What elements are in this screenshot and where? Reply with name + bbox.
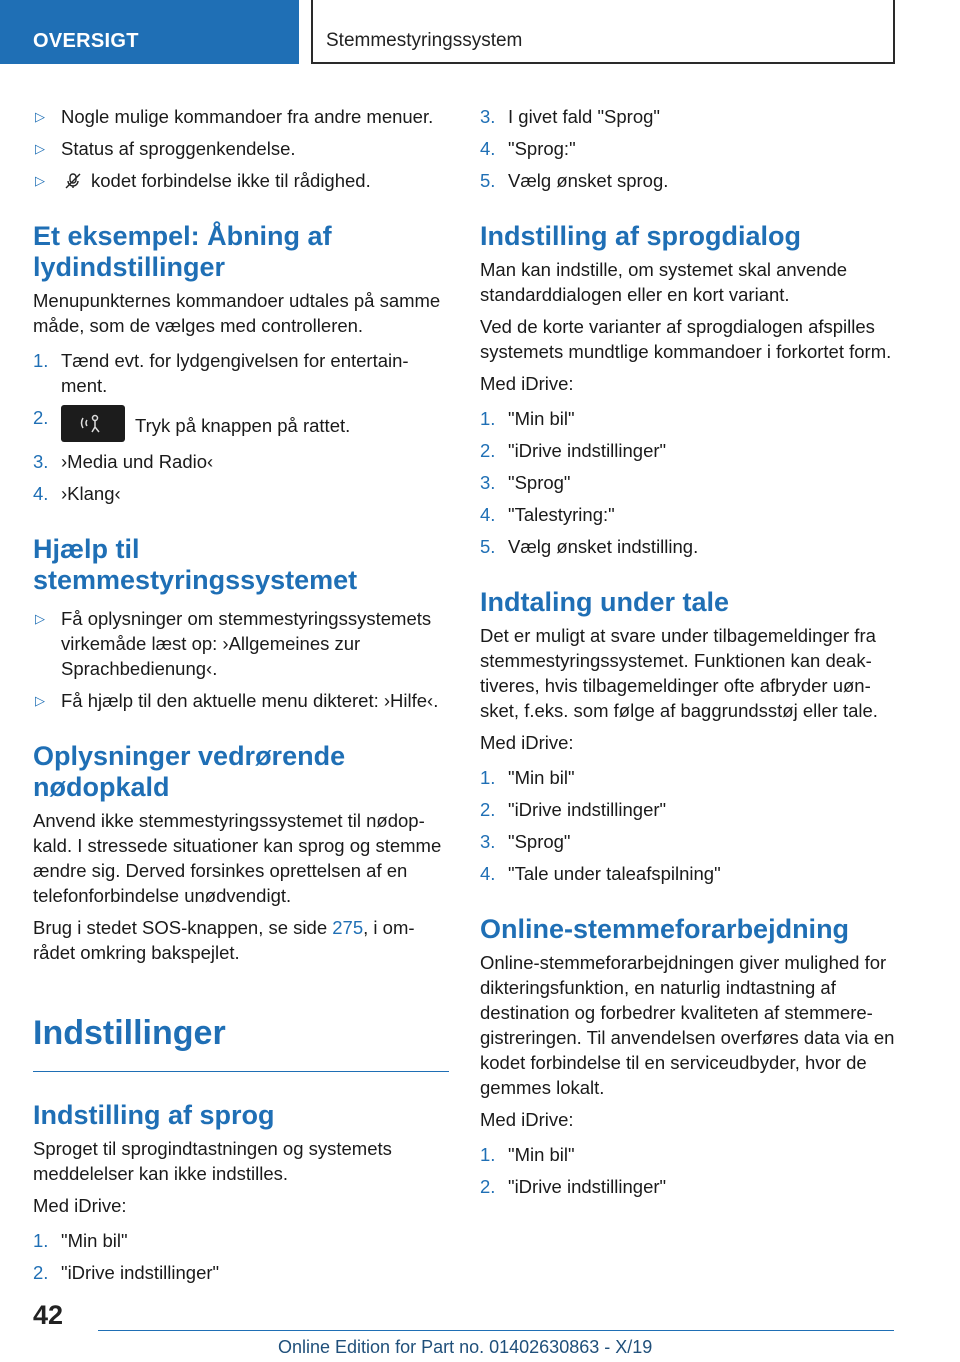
- bullet-triangle-icon: ▷: [35, 693, 45, 708]
- left-column: [33, 104, 449, 1292]
- section-heading: Et eksempel: Åbning af lydindstillinger: [33, 221, 332, 282]
- section-heading: Oplysninger vedrørende nødopkald: [33, 741, 346, 802]
- section-heading: Indstilling af sprog: [33, 1100, 275, 1130]
- list-item: 1. "Min bil": [33, 1230, 128, 1251]
- list-item: 2. Tryk på knappen på rattet.: [33, 405, 449, 442]
- section-heading: Hjælp til stemmestyringssystemet: [33, 534, 358, 595]
- bullet-triangle-icon: ▷: [35, 141, 45, 156]
- numbered-list: [33, 348, 449, 506]
- list-item: 1. "Min bil": [480, 1144, 575, 1165]
- list-item: 2. "iDrive indstillinger": [480, 1176, 667, 1197]
- list-item: 3. "Sprog": [480, 831, 571, 852]
- list-item: 4. "Talestyring:": [480, 504, 615, 525]
- paragraph: Sproget til sprogindtastningen og systemets meddelelser kan ikke indstilles.: [33, 1138, 392, 1184]
- section-heading: Indtaling under tale: [480, 587, 730, 617]
- paragraph: Online-stemmeforarbejdningen giver mulighed for dikteringsfunktion, en naturlig indtastning af destination og forbedrer kvaliteten af stemmere‐gistreringen. Til anvendelsen overføres data via en kodet forbindelse til en serviceudbyder, hvor de gemmes lokalt.: [480, 952, 895, 1098]
- list-item: ▷ Status af sproggenkendelse.: [35, 138, 296, 159]
- numbered-list: [480, 406, 896, 559]
- chapter-heading: Indstillinger: [33, 1013, 449, 1072]
- list-item: ▷ kodet forbindelse ikke til rådighed.: [35, 170, 371, 191]
- paragraph: Med iDrive:: [480, 1109, 574, 1130]
- bullet-triangle-icon: ▷: [35, 109, 45, 124]
- paragraph: Med iDrive:: [480, 373, 574, 394]
- paragraph: Brug i stedet SOS-knappen, se side 275, i om‐rådet omkring bakspejlet.: [33, 917, 415, 963]
- list-item: ▷ Nogle mulige kommandoer fra andre menuer.: [35, 106, 434, 127]
- list-item: 4. ›Klang‹: [33, 483, 121, 504]
- bullet-triangle-icon: ▷: [35, 611, 45, 626]
- list-item: 2. "iDrive indstillinger": [33, 1262, 220, 1283]
- voice-button-icon: [61, 405, 125, 442]
- paragraph: Med iDrive:: [480, 732, 574, 753]
- numbered-list: [480, 765, 896, 886]
- numbered-list: [480, 1142, 896, 1199]
- list-item: ▷ Få oplysninger om stemmestyringssystemets virkemåde læst op: ›Allgemeines zur Sprachbedienung‹.: [35, 608, 432, 679]
- list-item: ▷ Få hjælp til den aktuelle menu dikteret: ›Hilfe‹.: [35, 690, 439, 711]
- list-item: 1. "Min bil": [480, 767, 575, 788]
- list-item: 5. Vælg ønsket indstilling.: [480, 536, 699, 557]
- footer-divider: [98, 1330, 894, 1331]
- list-item: 4. "Sprog:": [480, 138, 576, 159]
- paragraph: Det er muligt at svare under tilbagemeldinger fra stemmestyringssystemet. Funktionen kan deak‐tiveres, hvis tilbagemeldinger ofte afbryder uøn‐sket, f.eks. som følge af baggrundsstøj eller tale.: [480, 625, 878, 721]
- page-number: 42: [33, 1300, 64, 1330]
- list-item: 2. "iDrive indstillinger": [480, 440, 667, 461]
- paragraph: Anvend ikke stemmestyringssystemet til nødop‐kald. I stressede situationer kan sprog og stemme ændre sig. Derved forsinkes oprettelsen af en telefonforbindelse unødvendigt.: [33, 810, 442, 906]
- list-item: 1. Tænd evt. for lydgengivelsen for entertain‐ment.: [33, 350, 409, 396]
- page-header-title: Stemmestyringssystem: [311, 0, 895, 64]
- section-tab: OVERSIGT: [0, 0, 299, 64]
- mic-crossed-icon: [65, 170, 81, 186]
- bullet-list: [33, 606, 449, 713]
- list-item: 4. "Tale under taleafspilning": [480, 863, 721, 884]
- bullet-triangle-icon: ▷: [35, 173, 45, 188]
- page-link[interactable]: 275: [332, 917, 364, 938]
- edition-footer: Online Edition for Part no. 01402630863 - X/19: [278, 1337, 653, 1357]
- list-item: 3. "Sprog": [480, 472, 571, 493]
- section-heading: Indstilling af sprogdialog: [480, 221, 801, 251]
- list-item: 2. "iDrive indstillinger": [480, 799, 667, 820]
- list-item: 3. I givet fald "Sprog": [480, 106, 660, 127]
- numbered-list: [33, 1228, 449, 1285]
- list-item: 5. Vælg ønsket sprog.: [480, 170, 669, 191]
- section-heading: Online-stemmeforarbejdning: [480, 914, 850, 944]
- list-item: 3. ›Media und Radio‹: [33, 451, 214, 472]
- list-item: 1. "Min bil": [480, 408, 575, 429]
- paragraph: Menupunkternes kommandoer udtales på samme måde, som de vælges med controlleren.: [33, 290, 441, 336]
- right-column: [480, 104, 896, 1206]
- paragraph: Man kan indstille, om systemet skal anvende standarddialogen eller en kort variant.: [480, 259, 848, 305]
- paragraph: Med iDrive:: [33, 1195, 127, 1216]
- paragraph: Ved de korte varianter af sprogdialogen afspilles systemets mundtlige kommandoer i forkortet form.: [480, 316, 892, 362]
